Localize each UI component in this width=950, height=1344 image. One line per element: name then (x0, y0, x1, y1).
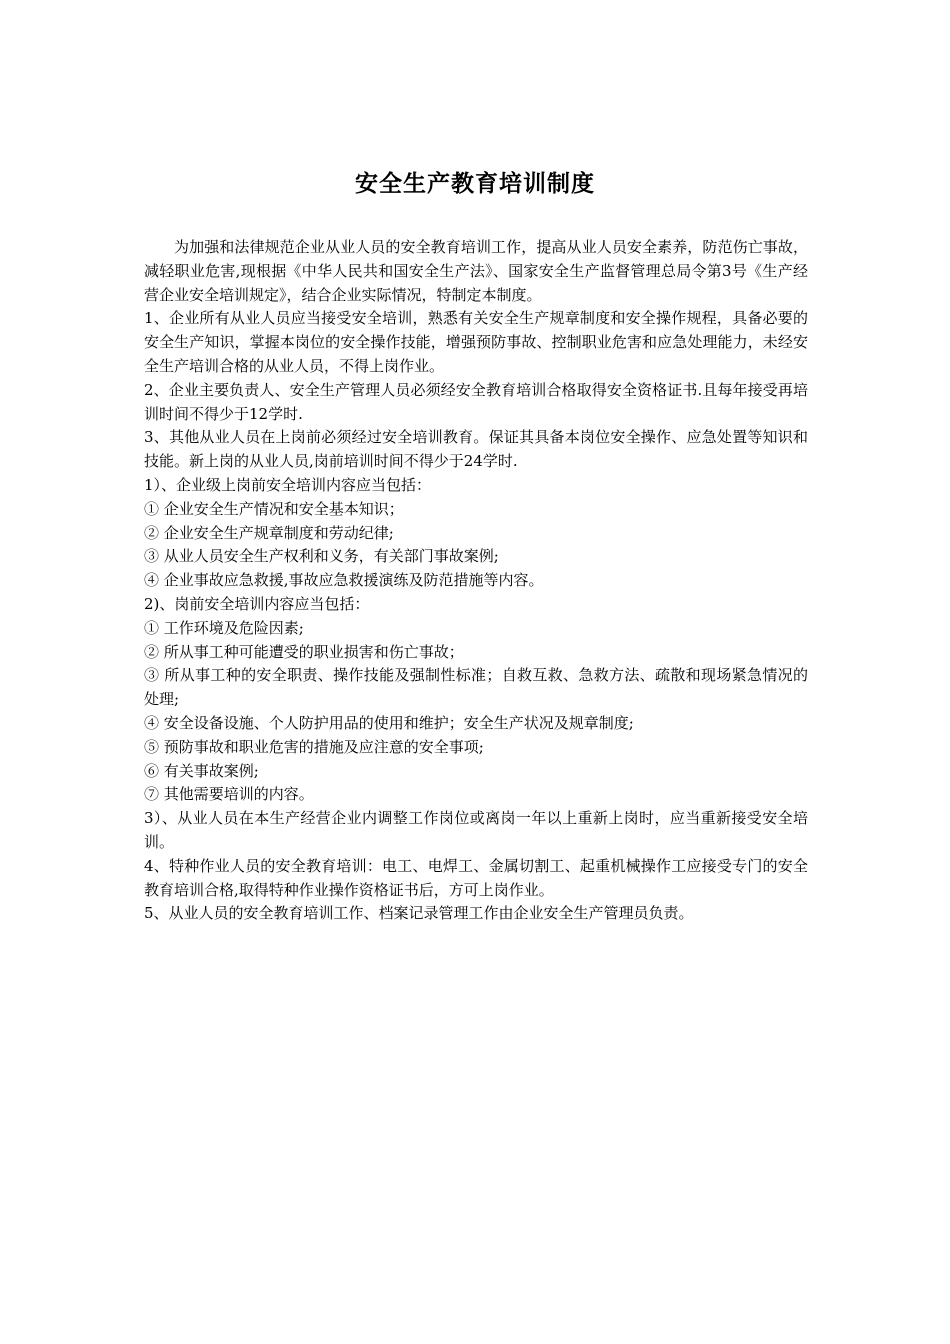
list-item: ④ 企业事故应急救援,事故应急救援演练及防范措施等内容。 (144, 571, 544, 590)
intro-paragraph: 为加强和法律规范企业从业人员的安全教育培训工作，提高从业人员安全素养，防范伤亡事故，减轻职业危害,现根据《中华人民共和国安全生产法》、国家安全生产监督管理总局令第3号《生产经营企业安全培训规定》，结合企业实际情况，特制定本制度。 (144, 238, 808, 304)
list-item: ④ 安全设备设施、个人防护用品的使用和维护；安全生产状况及规章制度; (144, 713, 634, 732)
list-item: ② 企业安全生产规章制度和劳动纪律; (144, 523, 394, 542)
list-item: ② 所从事工种可能遭受的职业损害和伤亡事故； (144, 642, 464, 661)
subsection-heading-1: 1）、企业级上岗前安全培训内容应当包括： (144, 475, 432, 494)
document-body (144, 236, 808, 926)
document-title: 安全生产教育培训制度 (355, 171, 595, 198)
list-item: ③ 从业人员安全生产权利和义务，有关部门事故案例; (144, 547, 499, 566)
list-item: ⑥ 有关事故案例; (144, 761, 259, 780)
paragraph-item-3: 3、其他从业人员在上岗前必须经过安全培训教育。保证其具备本岗位安全操作、应急处置等知识和技能。新上岗的从业人员,岗前培训时间不得少于24学时. (144, 428, 808, 471)
subsection-heading-3: 3）、从业人员在本生产经营企业内调整工作岗位或离岗一年以上重新上岗时，应当重新接受安全培训。 (144, 809, 808, 851)
list-item: ③ 所从事工种的安全职责、操作技能及强制性标准；自救互救、急救方法、疏散和现场紧急情况的处理; (144, 666, 808, 709)
list-item: ① 企业安全生产情况和安全基本知识； (144, 499, 404, 518)
paragraph-item-4: 4、特种作业人员的安全教育培训：电工、电焊工、金属切割工、起重机械操作工应接受专门的安全教育培训合格,取得特种作业操作资格证书后，方可上岗作业。 (144, 856, 808, 899)
list-item: ⑦ 其他需要培训的内容。 (144, 785, 314, 804)
subsection-heading-2: 2)、岗前安全培训内容应当包括： (144, 594, 370, 613)
paragraph-item-1: 1、企业所有从业人员应当接受安全培训，熟悉有关安全生产规章制度和安全操作规程，具备必要的安全生产知识，掌握本岗位的安全操作技能，增强预防事故、控制职业危害和应急处理能力，未经安全生产培训合格的从业人员，不得上岗作业。 (144, 309, 808, 375)
list-item: ⑤ 预防事故和职业危害的措施及应注意的安全事项; (144, 737, 484, 756)
list-item: ① 工作环境及危险因素; (144, 618, 304, 637)
paragraph-item-2: 2、企业主要负责人、安全生产管理人员必须经安全教育培训合格取得安全资格证书.且每年接受再培训时间不得少于12学时. (144, 380, 808, 423)
paragraph-item-5: 5、从业人员的安全教育培训工作、档案记录管理工作由企业安全生产管理员负责。 (144, 904, 694, 923)
